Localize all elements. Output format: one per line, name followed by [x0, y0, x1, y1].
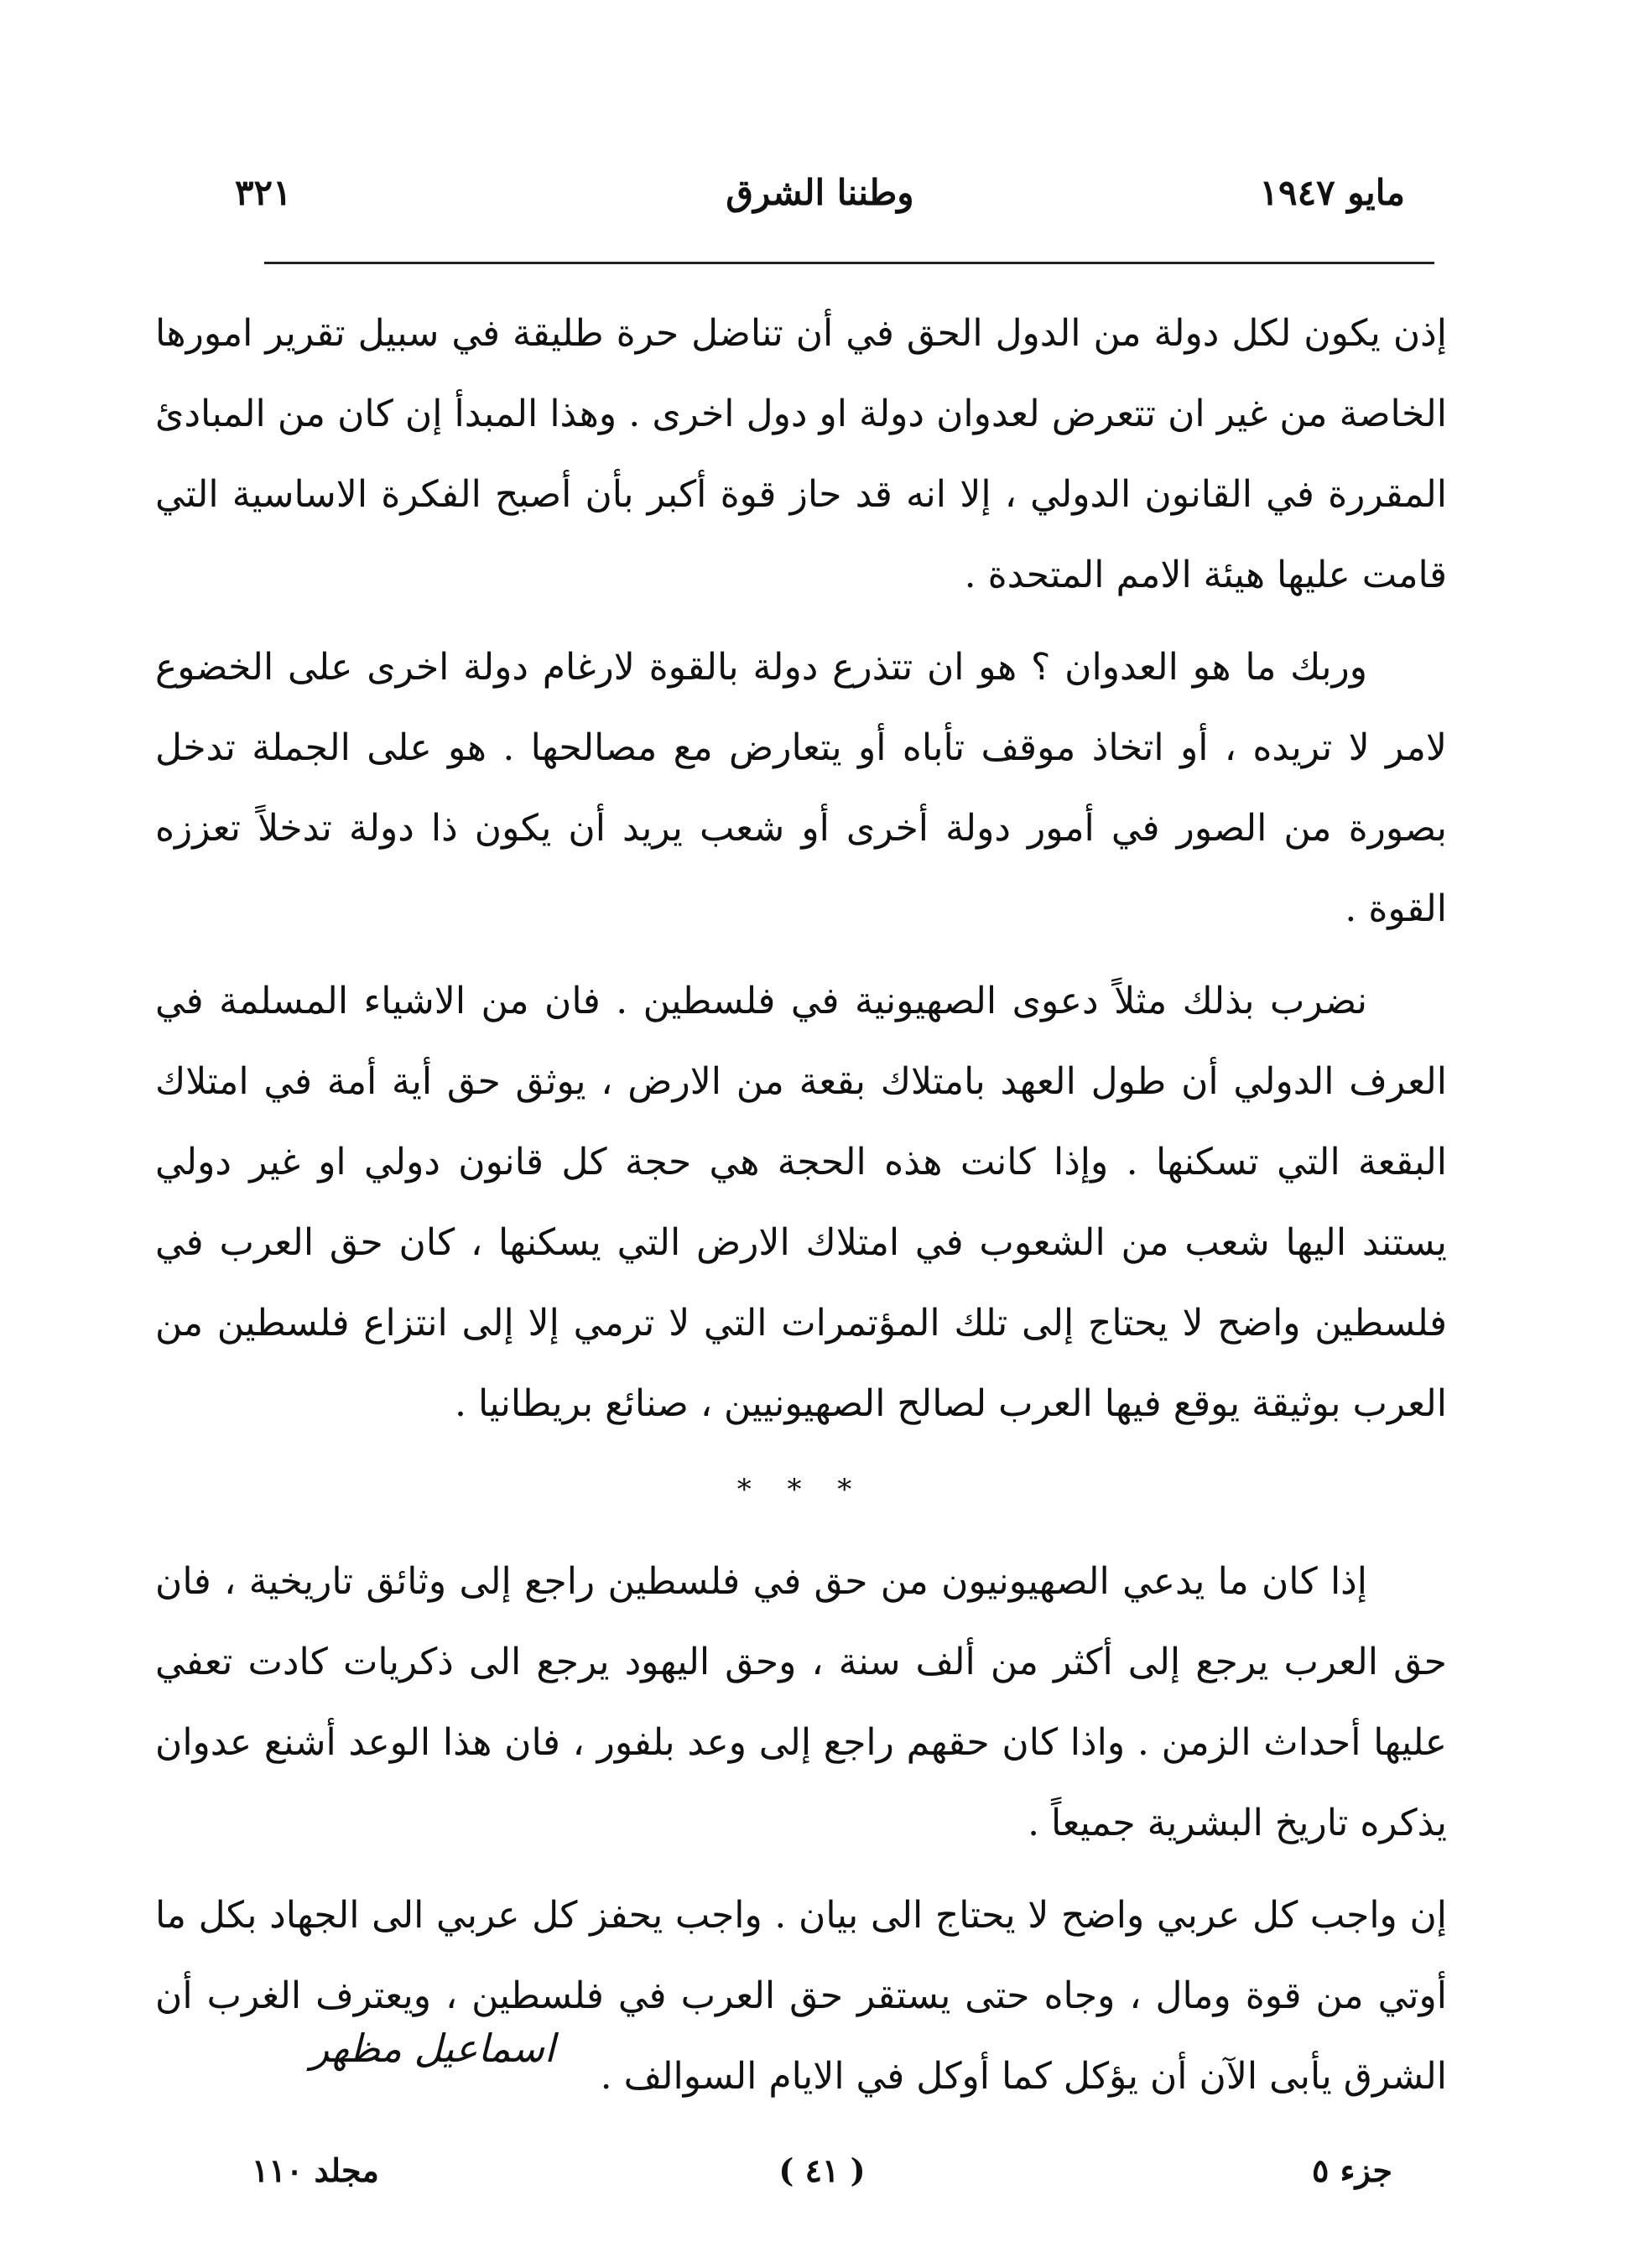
paragraph-5: إن واجب كل عربي واضح لا يحتاج الى بيان . واجب يحفز كل عربي الى الجهاد بكل ما أوتي من قوة ومال ، وجاه حتى يستقر حق العرب في فلسطين ، ويعترف الغرب أن الشرق يأبى الآن أن يؤكل كما أوكل في الايام السوالف .: [155, 1894, 1447, 2098]
page-footer: [252, 2151, 1392, 2210]
section-separator: * * *: [736, 1473, 866, 1506]
footer-part: جزء ٥: [1312, 2151, 1392, 2189]
paragraph-3: نضرب بذلك مثلاً دعوى الصهيونية في فلسطين . فان من الاشياء المسلمة في العرف الدولي أن طول العهد بامتلاك بقعة من الارض ، يوثق حق أية أمة في امتلاك البقعة التي تسكنها . وإذا كانت هذه الحجة هي حجة كل قانون دولي او غير دولي يستند اليها شعب من الشعوب في امتلاك الارض التي يسكنها ، كان حق العرب في فلسطين واضح لا يحتاج إلى تلك المؤتمرات التي لا ترمي إلا إلى انتزاع فلسطين من العرب بوثيقة يوقع فيها العرب لصالح الصهيونيين ، صنائع بريطانيا .: [155, 980, 1447, 1425]
header-rule: [264, 262, 1434, 264]
paragraph-4: إذا كان ما يدعي الصهيونيون من حق في فلسطين راجع إلى وثائق تاريخية ، فان حق العرب يرجع إلى أكثر من ألف سنة ، وحق اليهود يرجع الى ذكريات كادت تعفي عليها أحداث الزمن . واذا كان حقهم راجع إلى وعد بلفور ، فان هذا الوعد أشنع عدوان يذكره تاريخ البشرية جميعاً .: [155, 1560, 1447, 1844]
running-head: [235, 172, 1405, 231]
author-signature: اسماعيل مظهر: [310, 2026, 555, 2071]
paragraph-1: إذن يكون لكل دولة من الدول الحق في أن تناضل حرة طليقة في سبيل تقرير امورها الخاصة من غير ان تتعرض لعدوان دولة او دول اخرى . وهذا المبدأ إن كان من المبادئ المقررة في القانون الدولي ، إلا انه قد حاز قوة أكبر بأن أصبح الفكرة الاساسية التي قامت عليها هيئة الامم المتحدة .: [155, 312, 1447, 596]
header-page-number: ٣٢١: [235, 172, 292, 213]
footer-page-number: ( ٤١ ): [778, 2151, 866, 2189]
article-body: [155, 294, 1447, 2129]
paragraph-2: وربك ما هو العدوان ؟ هو ان تتذرع دولة بالقوة لارغام دولة اخرى على الخضوع لامر لا تريده ، أو اتخاذ موقف تأباه أو يتعارض مع مصالحها . هو على الجملة تدخل بصورة من الصور في أمور دولة أخرى أو شعب يريد أن يكون ذا دولة تدخلاً تعززه القوة .: [155, 646, 1447, 930]
header-date: مايو ١٩٤٧: [1259, 172, 1405, 213]
footer-volume: مجلد ١١٠: [252, 2151, 379, 2189]
header-article-title: وطننا الشرق: [726, 172, 914, 213]
